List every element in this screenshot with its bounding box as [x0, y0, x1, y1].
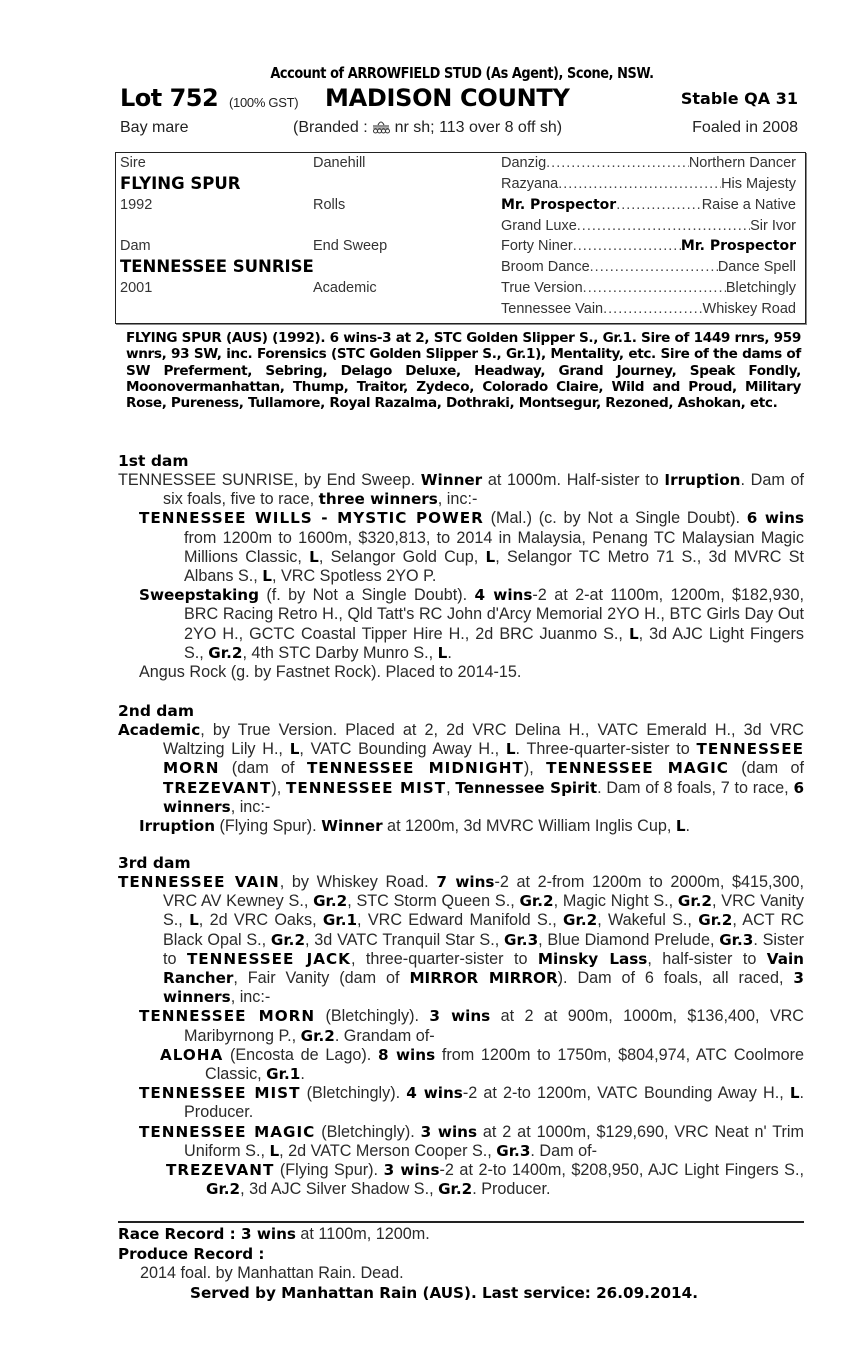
dam-label: Dam [120, 238, 151, 254]
ancestor-right: Sir Ivor [750, 218, 796, 234]
ancestor-left: Danzig [501, 155, 547, 171]
horse-description [118, 114, 806, 140]
progeny-entry: TENNESSEE WILLS - MYSTIC POWER (Mal.) (c. by Not a Single Doubt). 6 wins from 1200m to 1600m, $320,813, to 2014 in Malaysia, Penang TC Malaysian Magic Millions Classic, L, Selangor Gold Cup, L, Selangor TC Metro 71 S., 3d MVRC St Albans S., L, VRC Spotless 2YO P. [139, 509, 804, 586]
dam-paragraph: TENNESSEE VAIN, by Whiskey Road. 7 wins-2 at 2-from 1200m to 2000m, $415,300, VRC AV Kewney S., Gr.2, STC Storm Queen S., Gr.2, Magic Night S., Gr.2, VRC Vanity S., L, 2d VRC Oaks, Gr.1, VRC Edward Manifold S., Gr.2, Wakeful S., Gr.2, ACT RC Black Opal S., Gr.2, 3d VATC Tranquil Star S., Gr.3, Blue Diamond Prelude, Gr.3. Sister to TENNESSEE JACK, three-quarter-sister to Minsky Lass, half-sister to Vain Rancher, Fair Vanity (dam of MIRROR MIRROR). Dam of 6 foals, all raced, 3 winners, inc:- [118, 873, 805, 1007]
sire-sire: Danehill [313, 155, 366, 171]
progeny-entry: TREZEVANT (Flying Spur). 3 wins-2 at 2-to 1400m, $208,950, AJC Light Fingers S., Gr.2, 3d AJC Silver Shadow S., Gr.2. Producer. [166, 1161, 804, 1199]
dam-year: 2001 [120, 280, 153, 296]
second-dam-section [118, 702, 804, 836]
grandparent-row [501, 197, 796, 213]
brand-mark-icon [372, 119, 390, 139]
horse-name: MADISON COUNTY [325, 84, 570, 112]
ancestor-left: Forty Niner [501, 238, 573, 254]
lot-header [118, 84, 806, 114]
foaled-year: Foaled in 2008 [692, 119, 798, 136]
progeny-entry: TENNESSEE MIST (Bletchingly). 4 wins-2 at 2-to 1200m, VATC Bounding Away H., L. Producer. [139, 1084, 804, 1122]
lot-number: Lot 752 [120, 84, 219, 112]
third-dam-section [118, 854, 804, 1199]
ancestor-right: Dance Spell [717, 259, 796, 275]
produce-entry: 2014 foal. by Manhattan Rain. Dead. [140, 1264, 404, 1282]
sire-dam: Rolls [313, 197, 346, 213]
brand-description [293, 119, 562, 139]
stable-location: Stable QA 31 [680, 89, 798, 108]
progeny-entry: Sweepstaking (f. by Not a Single Doubt). 4 wins-2 at 2-at 1100m, 1200m, $182,930, BRC Racing Retro H., Qld Tatt's RC John d'Arcy Memorial 2YO H., BTC Girls Day Out 2YO H., GCTC Coastal Tipper Hire H., 2d BRC Juanmo S., L, 3d AJC Light Fingers S., Gr.2, 4th STC Darby Munro S., L. [139, 586, 804, 662]
dam-paragraph: Academic, by True Version. Placed at 2, 2d VRC Delina H., VATC Emerald H., 3d VRC Waltzing Lily H., L, VATC Bounding Away H., L. Three-quarter-sister to TENNESSEE MORN (dam of TENNESSEE MIDNIGHT), TENNESSEE MAGIC (dam of TREZEVANT), TENNESSEE MIST, Tennessee Spirit. Dam of 8 foals, 7 to race, 6 winners, inc:- [118, 721, 805, 816]
progeny-entry: ALOHA (Encosta de Lago). 8 wins from 1200m to 1750m, $804,974, ATC Coolmore Classic, Gr.1. [160, 1045, 804, 1084]
leader-dots [616, 197, 702, 213]
gst-note: (100% GST) [229, 95, 299, 110]
colour-sex: Bay mare [120, 119, 189, 136]
leader-dots [590, 259, 718, 275]
dam-dam: Academic [313, 280, 377, 296]
race-record: Race Record : 3 wins at 1100m, 1200m. [118, 1225, 430, 1243]
records-footer [118, 1225, 804, 1303]
ancestor-right: His Majesty [721, 176, 796, 192]
ancestor-left: Razyana [501, 176, 559, 192]
section-heading: 1st dam [118, 452, 189, 470]
ancestor-right: Bletchingly [725, 280, 796, 296]
sire-summary: FLYING SPUR (AUS) (1992). 6 wins-3 at 2, STC Golden Slipper S., Gr.1. Sire of 1449 rnrs, 959 wnrs, 93 SW, inc. Forensics (STC Golden Slipper S., Gr.1), Mentality, etc. Sire of the dams of SW Preferment, Sebring, Delago Deluxe, Headway, Grand Journey, Speak Fondly, Moonovermanhattan, Thump, Traitor, Zydeco, Colorado Claire, Wild and Proud, Military Rose, Pureness, Tullamore, Royal Razalma, Dothraki, Montsegur, Rezoned, Ashokan, etc. [126, 330, 801, 412]
grandparent-row [501, 259, 796, 275]
sire-year: 1992 [120, 197, 153, 213]
section-heading: 3rd dam [118, 854, 191, 872]
grandparent-row [501, 238, 796, 254]
progeny-entry: TENNESSEE MORN (Bletchingly). 3 wins at 2 at 900m, 1000m, $136,400, VRC Maribyrnong P., Gr.2. Grandam of- [139, 1007, 804, 1045]
grandparent-row [501, 301, 796, 317]
section-heading: 2nd dam [118, 702, 195, 720]
dam-name: TENNESSEE SUNRISE [120, 257, 314, 276]
grandparent-row [501, 280, 796, 296]
ancestor-left: Tennessee Vain [501, 301, 604, 317]
vendor-account: Account of ARROWFIELD STUD (As Agent), Scone, NSW. [270, 64, 654, 82]
catalogue-page [118, 62, 806, 1302]
pedigree-table [115, 152, 806, 324]
dam-sire: End Sweep [313, 238, 388, 254]
leader-dots [583, 280, 726, 296]
sire-label: Sire [120, 155, 146, 171]
grandparent-row [501, 218, 796, 234]
progeny-entry: Angus Rock (g. by Fastnet Rock). Placed to 2014-15. [139, 663, 522, 682]
ancestor-left: Mr. Prospector [501, 197, 617, 213]
service-note: Served by Manhattan Rain (AUS). Last service: 26.09.2014. [190, 1283, 698, 1302]
ancestor-right: Whiskey Road [702, 301, 796, 317]
leader-dots [546, 155, 689, 171]
produce-record-heading: Produce Record : [118, 1244, 265, 1263]
progeny-entry: TENNESSEE MAGIC (Bletchingly). 3 wins at 2 at 1000m, $129,690, VRC Neat n' Trim Uniform S., L, 2d VATC Merson Cooper S., Gr.3. Dam of- [139, 1122, 804, 1160]
grandparent-row [501, 176, 796, 192]
progeny-entry: Irruption (Flying Spur). Winner at 1200m, 3d MVRC William Inglis Cup, L. [139, 817, 691, 836]
ancestor-left: Grand Luxe [501, 218, 577, 234]
sire-name: FLYING SPUR [120, 174, 241, 193]
first-dam-section [118, 452, 804, 682]
branded-suffix: nr sh; 113 over 8 off sh) [390, 119, 563, 136]
leader-dots [558, 176, 721, 192]
divider-rule [118, 1221, 804, 1223]
ancestor-left: True Version [501, 280, 583, 296]
ancestor-right: Raise a Native [701, 197, 796, 213]
ancestor-right: Northern Dancer [688, 155, 796, 171]
grandparent-row [501, 155, 796, 171]
dam-paragraph: TENNESSEE SUNRISE, by End Sweep. Winner at 1000m. Half-sister to Irruption. Dam of six foals, five to race, three winners, inc:- [118, 471, 804, 509]
branded-prefix: (Branded : [293, 119, 373, 136]
leader-dots [577, 218, 750, 234]
leader-dots [573, 238, 681, 254]
ancestor-left: Broom Dance [501, 259, 590, 275]
leader-dots [603, 301, 702, 317]
ancestor-right: Mr. Prospector [680, 238, 796, 254]
